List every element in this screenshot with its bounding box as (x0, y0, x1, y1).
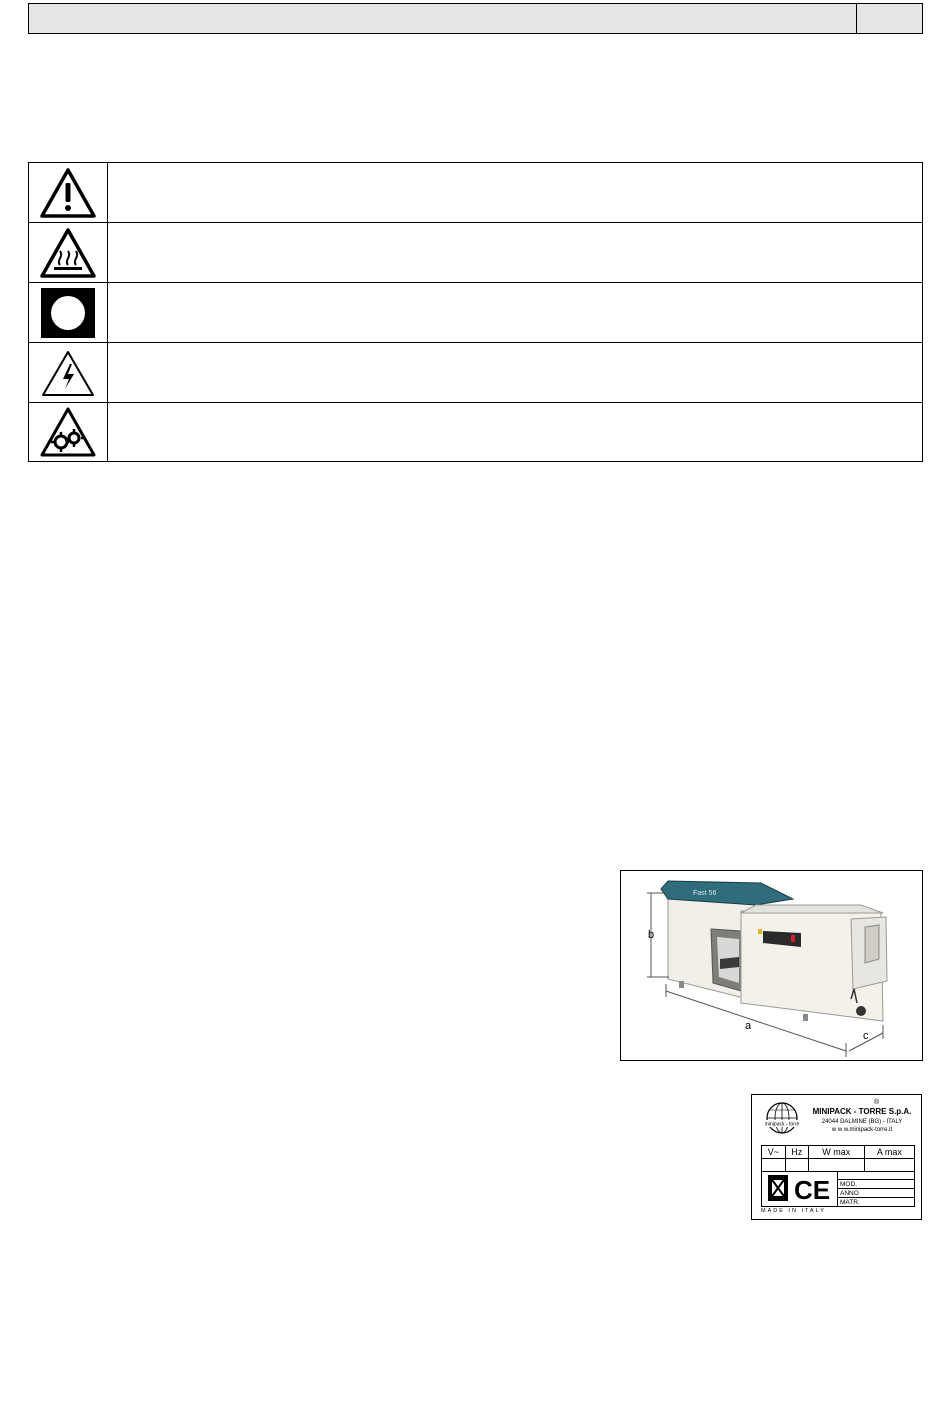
machine-dimensions-figure (620, 870, 923, 1061)
voltage-value (762, 1159, 786, 1172)
field-matr: MATR. (840, 1199, 860, 1206)
symbol-row-electric (29, 343, 922, 403)
dimension-a-label: a (745, 1020, 752, 1032)
page-header (28, 3, 923, 34)
company-address: 24044 DALMINE (BG) - ITALY (821, 1119, 903, 1125)
header-title (29, 4, 857, 33)
frequency-header: Hz (785, 1146, 808, 1159)
company-website: w w w.minipack-torre.it (831, 1127, 893, 1133)
rating-plate (751, 1094, 922, 1220)
symbol-description (108, 163, 922, 222)
logo-text: minipack - torre (764, 1121, 800, 1128)
current-value (864, 1159, 914, 1172)
symbol-row-warning (29, 163, 922, 223)
symbol-description (108, 403, 922, 461)
weee-bin-icon (768, 1175, 788, 1201)
frequency-value (785, 1159, 808, 1172)
field-anno: ANNO (838, 1189, 914, 1198)
machine-illustration (621, 871, 922, 1060)
moving-parts-icon (29, 403, 108, 461)
power-value (808, 1159, 864, 1172)
symbol-description (108, 343, 922, 402)
rating-grid (761, 1145, 915, 1172)
symbol-description (108, 283, 922, 342)
warning-icon (29, 163, 108, 222)
current-header: A max (864, 1146, 914, 1159)
model-logo: Fast 56 (693, 890, 717, 897)
hot-surface-icon (29, 223, 108, 282)
dimension-c-label: c (863, 1030, 869, 1042)
symbol-row-hot-surface (29, 223, 922, 283)
made-in-label: MADE IN ITALY (761, 1208, 826, 1214)
safety-symbols-table (28, 162, 923, 462)
symbol-description (108, 223, 922, 282)
dimension-b-label: b (648, 929, 655, 941)
rating-plate-marks (761, 1171, 915, 1207)
symbol-row-mandatory (29, 283, 922, 343)
company-logo (762, 1101, 802, 1139)
rating-plate-header (752, 1095, 921, 1145)
symbol-row-moving-parts (29, 403, 922, 461)
power-header: W max (808, 1146, 864, 1159)
header-page-number (857, 4, 922, 33)
mandatory-icon (29, 283, 108, 342)
field-mod: MOD. (838, 1180, 914, 1189)
certification-marks (762, 1171, 838, 1206)
company-name: MINIPACK - TORRE S.p.A. (812, 1107, 912, 1116)
registered-mark: ® (874, 1099, 880, 1106)
voltage-header: V~ (762, 1146, 786, 1159)
ce-mark: CE (794, 1175, 831, 1205)
plate-fields (838, 1171, 914, 1206)
electric-hazard-icon (29, 343, 108, 402)
